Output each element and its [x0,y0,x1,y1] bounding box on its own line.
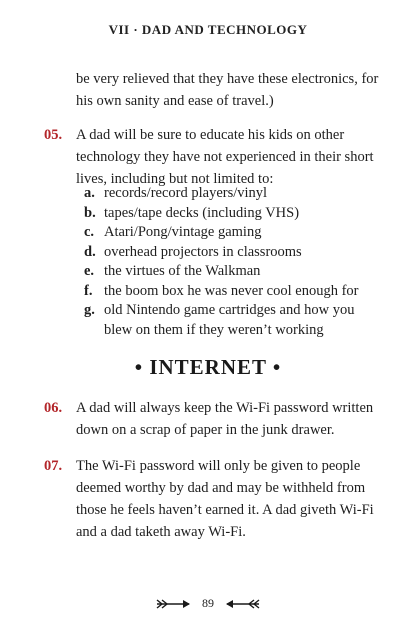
section-heading-internet [0,355,416,380]
bullet-ornament: • [134,355,144,379]
list-text: the boom box he was never cool enough for [104,282,359,299]
page-footer [0,596,416,611]
list-letter: g. [84,302,95,318]
list-item [84,243,384,263]
arrow-ornament-right-icon [223,598,261,610]
list-letter: d. [84,243,96,260]
list-letter: e. [84,263,95,279]
item-number-06: 06. [44,400,63,416]
item-text-05: A dad will be sure to educate his kids on other technology they have not experienced in their short lives, including but not limited to: [76,127,374,187]
list-item [84,301,384,340]
running-header: VII · DAD AND TECHNOLOGY [108,22,308,37]
list-item [84,282,384,302]
item-text-06: A dad will always keep the Wi-Fi password written down on a scrap of paper in the junk drawer. [76,400,374,438]
item-text-07: The Wi-Fi password will only be given to people deemed worthy by dad and may be withheld from those he feels haven’t earned it. A dad giveth Wi-Fi and a dad taketh away Wi-Fi. [76,458,374,540]
list-text: Atari/Pong/vintage gaming [104,224,262,240]
technology-sublist [84,184,384,340]
list-text: the virtues of the Walkman [104,263,261,279]
list-text: tapes/tape decks (including VHS) [104,204,300,221]
bullet-ornament: • [272,355,282,379]
page-number: 89 [202,596,214,610]
list-text: overhead projectors in classrooms [104,243,302,260]
list-text: records/record players/vinyl [104,185,268,201]
list-letter: f. [84,282,93,299]
arrow-ornament-left-icon [155,598,193,610]
list-item [84,223,384,243]
list-text: old Nintendo game cartridges and how you blew on them if they weren’t working [104,302,355,338]
list-letter: c. [84,224,95,240]
list-item [84,204,384,224]
intro-paragraph: be very relieved that they have these electronics, for his own sanity and ease of travel.) [76,71,379,109]
list-letter: b. [84,204,96,221]
list-letter: a. [84,185,95,201]
item-number-05: 05. [44,127,63,143]
list-item [84,184,384,204]
item-number-07: 07. [44,458,63,474]
list-item [84,262,384,282]
section-title-text: INTERNET [149,355,267,379]
